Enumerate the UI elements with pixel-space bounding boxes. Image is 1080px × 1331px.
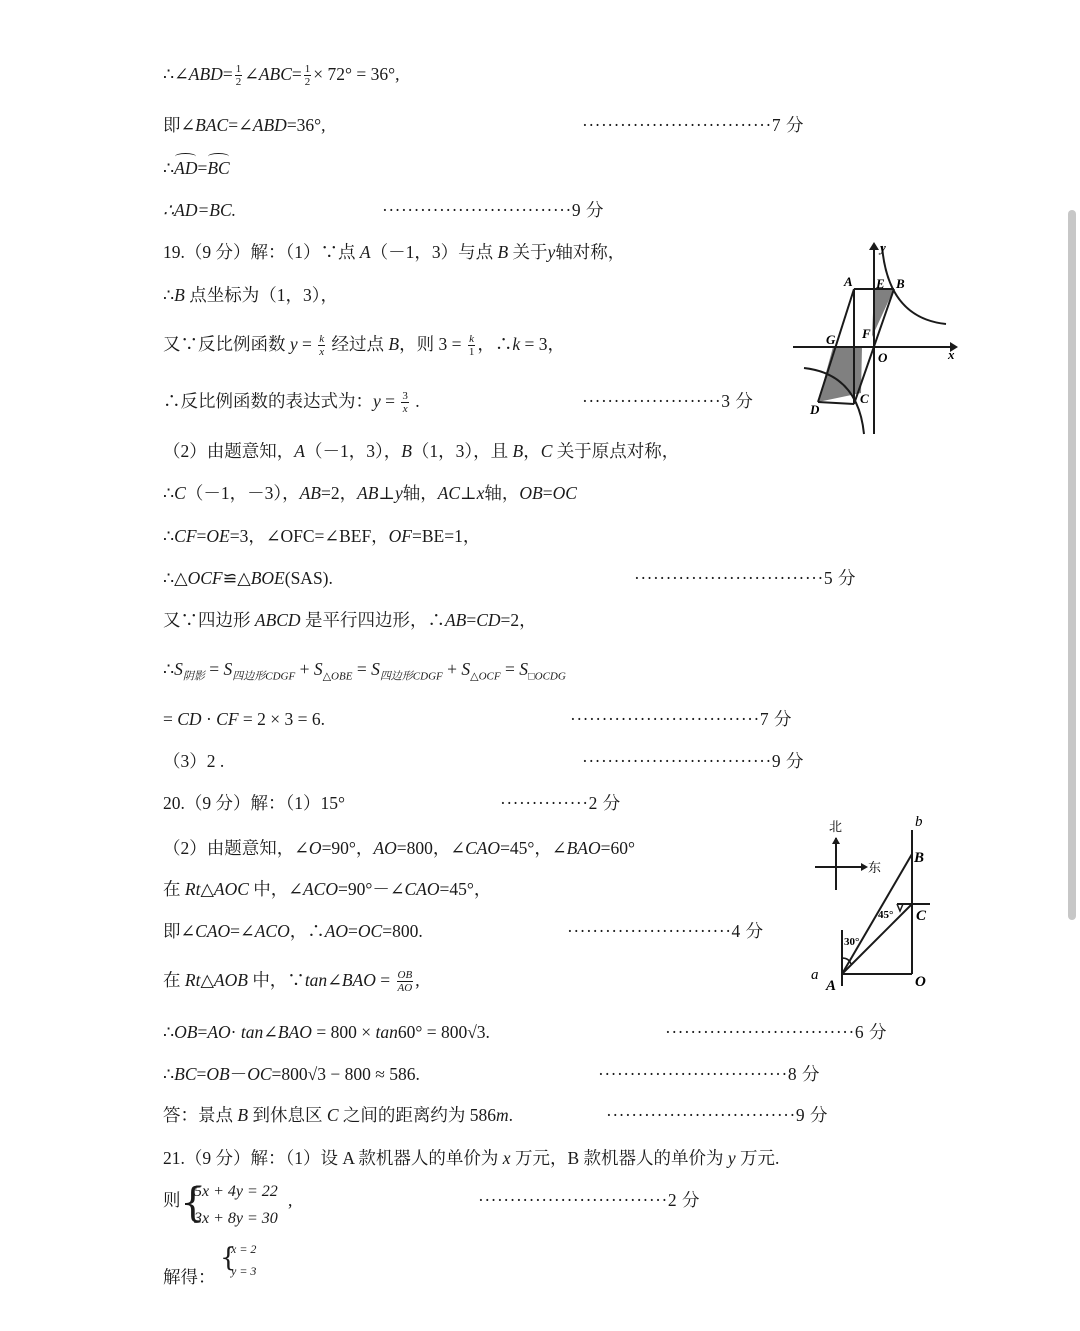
- line-15: = CD · CF = 2 × 3 = 6.: [163, 709, 325, 729]
- angle-mark-30: [842, 958, 851, 964]
- label-O: O: [878, 350, 888, 365]
- y-arrow: [869, 242, 879, 250]
- eq-comma: ,: [288, 1190, 293, 1210]
- solution-y: y = 3: [231, 1264, 257, 1278]
- label-x: x: [948, 347, 955, 362]
- line-22: ∴OB=AO· tan∠BAO = 800 × tan60° = 800√3.: [163, 1022, 490, 1042]
- score-6: ······························6 分: [665, 1022, 887, 1042]
- line-3: ∴AD=BC: [163, 158, 230, 178]
- line-1: ∴∠ABD= $\frac{1}{2}$ ∠ABC= $\frac{1}{2}$ × 72° = 36°,: [163, 63, 400, 89]
- line-18: （2）由题意知，∠O=90°，AO=800，∠CAO=45°，∠BAO=60°: [163, 838, 635, 858]
- label-C: C: [916, 908, 927, 924]
- left-brace-small: {: [220, 1243, 237, 1273]
- label-45: 45°: [878, 909, 894, 921]
- line-12: ∴△OCF≌△BOE(SAS).: [163, 568, 333, 588]
- line-2: 即∠BAC=∠ABD=36°,: [163, 115, 326, 135]
- label-A: A: [844, 274, 853, 289]
- east-label: 东: [868, 860, 882, 875]
- label-a: a: [811, 967, 819, 983]
- line-7: 又∵反比例函数 y = $\frac{k}{x}$ 经过点 B，则 3 = $\frac{k}{1}$ ，∴k = 3，: [163, 333, 566, 359]
- score-9: ······························9 分: [382, 200, 604, 220]
- segment-DC: [818, 402, 854, 404]
- label-E: E: [876, 276, 885, 291]
- line-21: 在 Rt△AOB 中，∵tan∠BAO = $\frac{OB}{AO}$ ,: [163, 969, 420, 995]
- line-13: 又∵四边形 ABCD 是平行四边形，∴AB=CD=2，: [163, 610, 537, 630]
- north-label: 北: [829, 819, 843, 834]
- line-24: 答：景点 B 到休息区 C 之间的距离约为 586m.: [163, 1105, 514, 1125]
- score-9c: ······························9 分: [606, 1105, 828, 1125]
- label-D: D: [810, 402, 820, 417]
- label-B: B: [896, 276, 905, 291]
- then-label: 则: [163, 1190, 181, 1210]
- shaded-quad-CDGF: [818, 347, 862, 402]
- angle-mark-45: [897, 904, 903, 911]
- line-10: ∴C（－1，－3），AB=2，AB⊥y轴，AC⊥x轴，OB=OC: [163, 483, 577, 503]
- equation-2: 3x + 8y = 30: [194, 1210, 278, 1227]
- line-14: $\therefore S_{阴影} = S_{四边形CDGF} + S_{\triangle OBE} = S_{四边形CDGF} + S_{\triangle OCF} = S_{□OCDG}$: [163, 659, 566, 683]
- solution-label: 解得：: [163, 1267, 216, 1287]
- compass-north-arrow: [832, 837, 840, 844]
- score-4: ··························4 分: [567, 921, 764, 941]
- line-20: 即∠CAO=∠ACO，∴AO=OC=800.: [163, 921, 423, 941]
- label-G: G: [826, 332, 836, 347]
- equation-1: 5x + 4y = 22: [194, 1183, 278, 1200]
- score-3: ······················3 分: [582, 391, 754, 411]
- left-brace: {: [180, 1180, 206, 1226]
- q21-title: 21.（9 分）解：（1）设 A 款机器人的单价为 x 万元，B 款机器人的单价为 y 万元.: [163, 1148, 780, 1168]
- label-A: A: [826, 978, 837, 994]
- score-8: ······························8 分: [598, 1064, 820, 1084]
- label-F: F: [862, 326, 871, 341]
- score-2: ··············2 分: [500, 793, 621, 813]
- line-8: ∴反比例函数的表达式为：y = $\frac{3}{x}$ .: [163, 390, 420, 416]
- q20-title: 20.（9 分）解：（1）15°: [163, 793, 345, 813]
- score-9b: ······························9 分: [582, 751, 804, 771]
- line-16: （3）2 .: [163, 751, 225, 771]
- score-7b: ······························7 分: [570, 709, 792, 729]
- line-6: ∴B 点坐标为（1，3），: [163, 285, 338, 305]
- figure-20: [805, 808, 945, 998]
- compass-east-arrow: [861, 863, 868, 871]
- label-b: b: [915, 814, 923, 830]
- line-9: （2）由题意知，A（－1，3），B（1，3），且 B，C 关于原点对称，: [163, 441, 680, 461]
- score-7: ······························7 分: [582, 115, 804, 135]
- line-23: ∴BC=OB－OC=800√3 − 800 ≈ 586.: [163, 1064, 420, 1084]
- label-y: y: [880, 240, 886, 255]
- figure-19: [788, 238, 968, 438]
- line-11: ∴CF=OE=3，∠OFC=∠BEF，OF=BE=1，: [163, 526, 481, 546]
- line-4: ∴AD=BC.: [163, 200, 237, 220]
- label-C: C: [860, 391, 869, 406]
- q19-title: 19.（9 分）解：（1）∵点 A（－1，3）与点 B 关于y轴对称，: [163, 242, 626, 262]
- label-B: B: [914, 850, 925, 866]
- hyperbola-branch-1: [882, 246, 946, 324]
- line-19: 在 Rt△AOC 中，∠ACO=90°－∠CAO=45°，: [163, 879, 492, 899]
- label-O: O: [915, 974, 926, 990]
- label-30: 30°: [844, 936, 860, 948]
- score-2b: ······························2 分: [478, 1190, 700, 1210]
- score-5: ······························5 分: [634, 568, 856, 588]
- solution-x: x = 2: [231, 1242, 257, 1256]
- scrollbar[interactable]: [1068, 210, 1076, 920]
